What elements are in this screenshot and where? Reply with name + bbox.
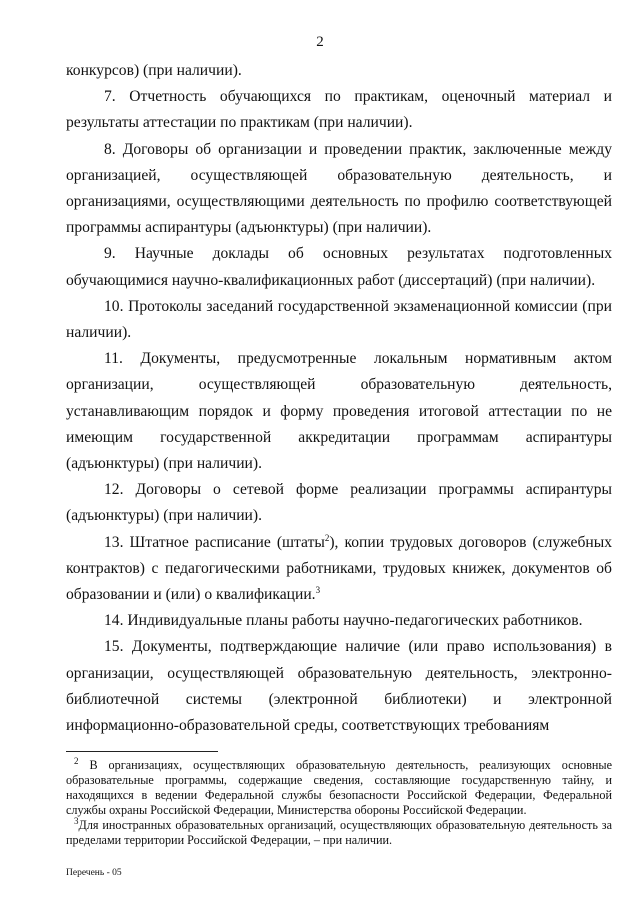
document-body [66, 58, 612, 739]
page-number: 2 [316, 34, 324, 50]
paragraph-9: 9. Научные доклады об основных результатах подготовленных обучающимися научно-квалификационных работ (диссертаций) (при наличии). [66, 245, 612, 289]
footnote-mark: 3 [74, 815, 79, 826]
paragraph-15: 15. Документы, подтверждающие наличие (или право использования) в организации, осуществляющей образовательную деятельность, электронно-библиотечной системы (электронной библиотеки) и электронной информационно-образовательной среды, соответствующих требованиям [66, 638, 612, 735]
footnote-ref-2[interactable]: 2 [324, 532, 330, 543]
footnote-mark: 2 [74, 755, 79, 766]
footnote-2 [66, 755, 612, 818]
paragraph-13-part-b: ), копии трудовых договоров (служебных контрактов) с педагогическими работниками, трудовых книжек, документов об образовании и (или) о квалификации. [66, 533, 612, 604]
paragraph-14: 14. Индивидуальные планы работы научно-педагогических работников. [104, 612, 583, 630]
paragraph-13 [66, 530, 612, 609]
page-footer: Перечень - 05 [66, 868, 122, 878]
footnotes [66, 755, 612, 848]
footnote-3 [66, 815, 612, 848]
paragraph-11: 11. Документы, предусмотренные локальным нормативным актом организации, осуществляющей образовательную деятельность, устанавливающим порядок и форму проведения итоговой аттестации по не имеющим государственной аккредитации программам аспирантуры (адъюнктуры) (при наличии). [66, 350, 612, 473]
footnote-text: В организациях, осуществляющих образовательную деятельность, реализующих основные образовательные программы, содержащие сведения, составляющие государственную тайну, и находящихся в ведении Федеральной службы безопасности Российской Федерации, Федеральной службы охраны Российской Федерации, Министерства обороны Российской Федерации. [66, 758, 612, 817]
paragraph-8: 8. Договоры об организации и проведении практик, заключенные между организацией, осуществляющей образовательную деятельность, и организациями, осуществляющими деятельность по профилю соответствующей программы аспирантуры (адъюнктуры) (при наличии). [66, 140, 612, 237]
paragraph-continuation: конкурсов) (при наличии). [66, 62, 242, 79]
paragraph-12: 12. Договоры о сетевой форме реализации программы аспирантуры (адъюнктуры) (при наличии). [66, 481, 612, 525]
paragraph-10: 10. Протоколы заседаний государственной экзаменационной комиссии (при наличии). [66, 297, 612, 342]
paragraph-13-part-a: 13. Штатное расписание (штаты [104, 533, 325, 551]
footnote-divider [66, 751, 218, 752]
footnote-ref-3[interactable]: 3 [315, 584, 321, 595]
footnote-text: Для иностранных образовательных организаций, осуществляющих образовательную деятельность за пределами территории Российской Федерации, – при наличии. [66, 818, 612, 847]
paragraph-7: 7. Отчетность обучающихся по практикам, оценочный материал и результаты аттестации по практикам (при наличии). [66, 88, 612, 132]
